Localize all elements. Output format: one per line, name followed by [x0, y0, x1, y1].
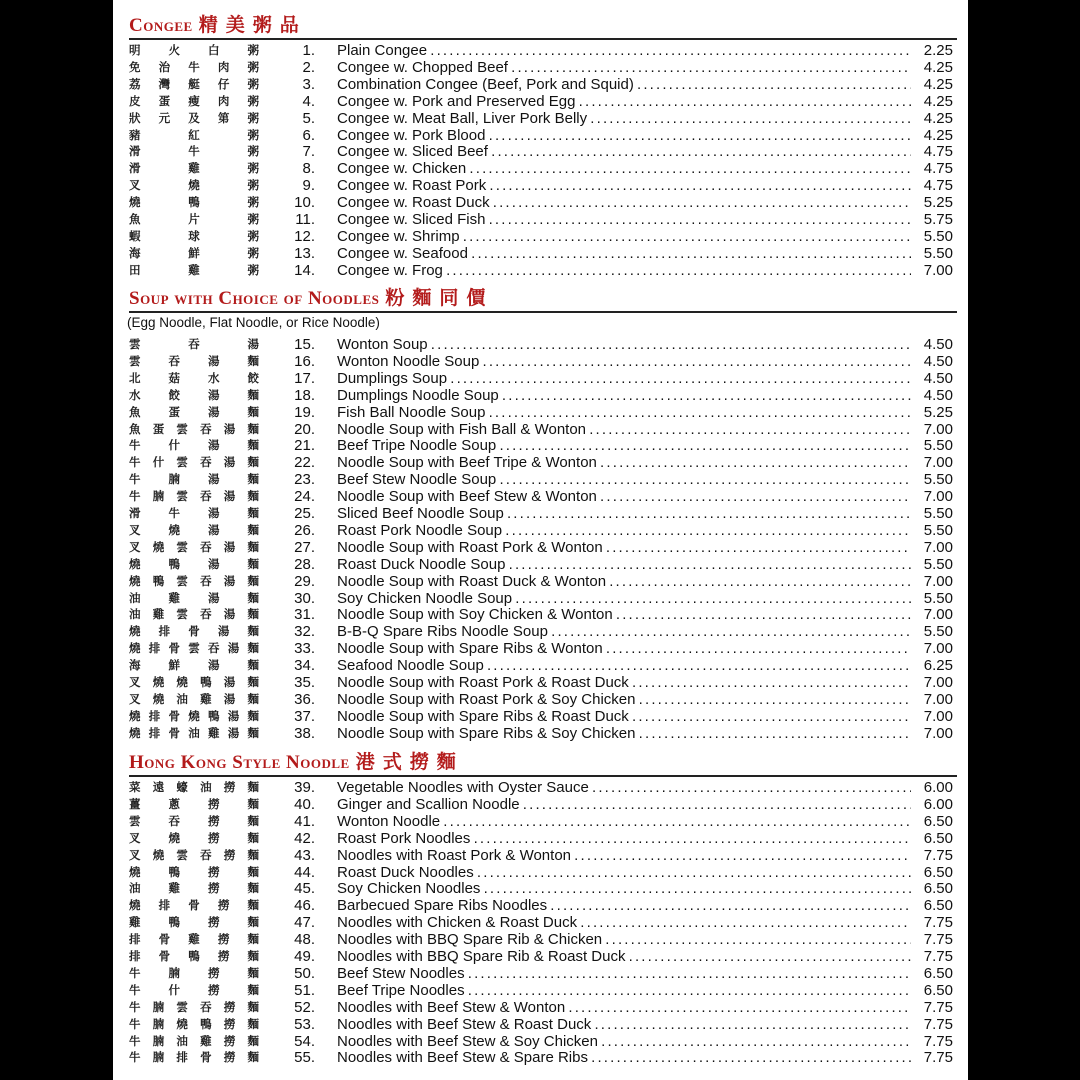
item-number: 36.	[294, 690, 315, 708]
item-price: 7.00	[923, 454, 953, 472]
item-name: Plain Congee . . .	[337, 42, 911, 59]
item-number: 4.	[302, 92, 315, 110]
item-name: Noodles with BBQ Spare Rib & Chicken . . .	[337, 931, 911, 948]
item-price: 6.25	[923, 657, 953, 675]
item-name: Congee w. Chicken . . .	[337, 160, 911, 177]
item-name: Noodle Soup with Spare Ribs & Roast Duck . . .	[337, 708, 911, 725]
soup-section-header	[129, 281, 957, 313]
item-name: Roast Pork Noodles . . .	[337, 830, 911, 847]
item-price: 5.75	[923, 211, 953, 228]
item-chinese-name: 雲 吞 湯 麵	[129, 353, 259, 368]
item-name: Combination Congee (Beef, Pork and Squid) . . .	[337, 76, 911, 93]
item-name: Dumplings Noodle Soup . . .	[337, 387, 911, 404]
item-chinese-name: 滑 牛 湯 麵	[129, 506, 259, 520]
item-chinese-name: 燒 排 骨 油 雞 湯 麵	[129, 725, 259, 740]
item-price: 6.50	[923, 812, 953, 830]
item-price: 4.50	[923, 336, 953, 353]
item-number: 50.	[294, 964, 315, 982]
item-number: 15.	[294, 336, 315, 353]
menu-item	[129, 127, 953, 144]
item-number: 49.	[294, 948, 315, 965]
item-price: 4.75	[923, 177, 953, 195]
section-title-cn: 精美粥品	[198, 15, 307, 36]
item-name: Seafood Noodle Soup . . .	[337, 657, 911, 674]
item-price: 4.25	[923, 109, 953, 127]
item-price: 5.50	[923, 623, 953, 641]
item-chinese-name: 雲 吞 湯	[129, 337, 259, 351]
item-number: 27.	[294, 538, 315, 556]
item-number: 19.	[294, 403, 315, 421]
menu-item	[129, 245, 953, 262]
item-number: 34.	[294, 657, 315, 675]
item-name: Congee w. Sliced Fish . . .	[337, 211, 911, 228]
menu-item	[129, 965, 953, 982]
item-name: Wonton Soup . . .	[337, 336, 911, 353]
section-title-cn: 港式撈麵	[355, 752, 464, 773]
item-price: 4.25	[923, 126, 953, 144]
item-number: 31.	[294, 606, 315, 624]
hongkong-section-header	[129, 745, 957, 777]
menu-item	[129, 404, 953, 421]
item-number: 44.	[294, 863, 315, 881]
item-price: 4.75	[923, 143, 953, 161]
item-price: 5.50	[923, 227, 953, 245]
item-price: 7.00	[923, 488, 953, 506]
menu-item	[129, 454, 953, 471]
menu-item	[129, 813, 953, 830]
item-chinese-name: 牛 腩 撈 麵	[129, 965, 259, 980]
menu-item	[129, 573, 953, 590]
item-number: 42.	[294, 829, 315, 847]
menu-item	[129, 93, 953, 110]
menu-item	[129, 606, 953, 623]
menu-item	[129, 796, 953, 813]
item-price: 6.50	[923, 863, 953, 881]
item-number: 54.	[294, 1032, 315, 1050]
menu-item	[129, 674, 953, 691]
menu-item	[129, 691, 953, 708]
item-name: Noodles with Beef Stew & Roast Duck . . .	[337, 1016, 911, 1033]
menu-item	[129, 353, 953, 370]
item-chinese-name: 牛 腩 油 雞 撈 麵	[129, 1033, 259, 1048]
menu-item	[129, 897, 953, 914]
item-name: Beef Stew Noodles . . .	[337, 965, 911, 982]
menu-item	[129, 228, 953, 245]
item-chinese-name: 油 雞 雲 吞 湯 麵	[129, 607, 259, 622]
item-chinese-name: 叉 燒 油 雞 湯 麵	[129, 691, 259, 706]
item-number: 45.	[294, 880, 315, 898]
item-number: 24.	[294, 488, 315, 506]
item-price: 5.50	[923, 521, 953, 539]
section-title-en: Congee	[129, 15, 193, 36]
menu-item	[129, 488, 953, 505]
item-number: 14.	[294, 261, 315, 279]
item-name: Noodle Soup with Roast Pork & Soy Chicken . . .	[337, 691, 911, 708]
item-number: 21.	[294, 437, 315, 455]
item-price: 5.50	[923, 437, 953, 455]
item-number: 23.	[294, 471, 315, 489]
menu-item	[129, 864, 953, 881]
item-name: Soy Chicken Noodle Soup . . .	[337, 590, 911, 607]
item-price: 5.50	[923, 244, 953, 262]
item-chinese-name: 燒 鴨 撈 麵	[129, 864, 259, 879]
item-number: 39.	[294, 779, 315, 796]
menu-item	[129, 590, 953, 607]
item-name: Beef Tripe Noodles . . .	[337, 982, 911, 999]
menu-item	[129, 914, 953, 931]
item-number: 33.	[294, 640, 315, 658]
menu-item	[129, 1033, 953, 1050]
item-chinese-name: 薑 蔥 撈 麵	[129, 796, 259, 811]
item-number: 48.	[294, 931, 315, 949]
item-chinese-name: 牛 什 撈 麵	[129, 982, 259, 997]
menu-item	[129, 779, 953, 796]
menu-item	[129, 177, 953, 194]
item-number: 12.	[294, 227, 315, 245]
item-price: 4.25	[923, 92, 953, 110]
item-name: Noodles with Roast Pork & Wonton . . .	[337, 847, 911, 864]
item-name: Noodle Soup with Beef Tripe & Wonton . . .	[337, 454, 911, 471]
menu-item	[129, 387, 953, 404]
item-chinese-name: 滑 雞 粥	[129, 161, 259, 176]
item-price: 7.75	[923, 948, 953, 965]
menu-item	[129, 931, 953, 948]
section-divider	[129, 775, 957, 777]
item-name: Congee w. Pork and Preserved Egg . . .	[337, 93, 911, 110]
item-chinese-name: 牛 腩 雲 吞 湯 麵	[129, 489, 259, 504]
item-chinese-name: 牛 腩 雲 吞 撈 麵	[129, 999, 259, 1014]
item-name: Noodles with Beef Stew & Spare Ribs . . .	[337, 1049, 911, 1066]
item-number: 52.	[294, 998, 315, 1016]
item-number: 25.	[294, 505, 315, 522]
item-number: 3.	[302, 75, 315, 93]
menu-item	[129, 336, 953, 353]
item-name: Congee w. Sliced Beef . . .	[337, 143, 911, 160]
item-price: 6.50	[923, 964, 953, 982]
menu-item	[129, 160, 953, 177]
item-chinese-name: 免 治 牛 肉 粥	[129, 59, 259, 74]
section-title-cn: 粉麵同價	[385, 288, 494, 309]
item-name: Fish Ball Noodle Soup . . .	[337, 404, 911, 421]
item-name: Noodle Soup with Roast Duck & Wonton . . .	[337, 573, 911, 590]
item-chinese-name: 田 雞 粥	[129, 262, 259, 277]
item-chinese-name: 叉 燒 湯 麵	[129, 522, 259, 537]
item-chinese-name: 燒 排 骨 燒 鴨 湯 麵	[129, 708, 259, 723]
item-chinese-name: 燒 鴨 湯 麵	[129, 556, 259, 571]
item-number: 22.	[294, 454, 315, 472]
item-number: 13.	[294, 244, 315, 262]
item-chinese-name: 魚 蛋 湯 麵	[129, 404, 259, 419]
item-chinese-name: 叉 燒 燒 鴨 湯 麵	[129, 675, 259, 689]
menu-item	[129, 830, 953, 847]
item-chinese-name: 菜 遠 蠔 油 撈 麵	[129, 780, 259, 794]
item-name: Roast Duck Noodle Soup . . .	[337, 556, 911, 573]
item-number: 47.	[294, 914, 315, 932]
item-name: Soy Chicken Noodles . . .	[337, 880, 911, 897]
item-price: 7.75	[923, 914, 953, 932]
item-chinese-name: 油 雞 湯 麵	[129, 590, 259, 605]
item-price: 7.00	[923, 724, 953, 742]
item-chinese-name: 油 雞 撈 麵	[129, 881, 259, 896]
item-name: Congee w. Roast Duck . . .	[337, 194, 911, 211]
item-chinese-name: 魚 片 粥	[129, 212, 259, 226]
item-chinese-name: 皮 蛋 瘦 肉 粥	[129, 93, 259, 108]
menu-item	[129, 708, 953, 725]
item-price: 7.00	[923, 572, 953, 590]
item-chinese-name: 排 骨 雞 撈 麵	[129, 932, 259, 947]
item-name: Congee w. Pork Blood . . .	[337, 127, 911, 144]
menu-item	[129, 471, 953, 488]
item-number: 1.	[302, 42, 315, 59]
item-price: 7.00	[923, 640, 953, 658]
item-number: 6.	[302, 126, 315, 144]
item-name: Noodle Soup with Beef Stew & Wonton . . .	[337, 488, 911, 505]
section-title	[129, 283, 493, 310]
menu-item	[129, 505, 953, 522]
item-price: 4.25	[923, 58, 953, 76]
menu-item	[129, 211, 953, 228]
item-price: 7.75	[923, 1032, 953, 1050]
item-price: 6.50	[923, 880, 953, 898]
item-number: 46.	[294, 897, 315, 915]
item-chinese-name: 燒 鴨 粥	[129, 195, 259, 210]
menu-item	[129, 421, 953, 438]
item-name: Congee w. Shrimp . . .	[337, 228, 911, 245]
noodle-choice-note: (Egg Noodle, Flat Noodle, or Rice Noodle)	[127, 315, 380, 330]
item-name: Noodles with Chicken & Roast Duck . . .	[337, 914, 911, 931]
item-number: 16.	[294, 352, 315, 370]
item-chinese-name: 魚 蛋 雲 吞 湯 麵	[129, 421, 259, 436]
item-chinese-name: 牛 什 湯 麵	[129, 438, 259, 453]
item-name: Wonton Noodle Soup . . .	[337, 353, 911, 370]
item-price: 7.75	[923, 846, 953, 864]
item-price: 4.75	[923, 160, 953, 178]
item-price: 6.00	[923, 795, 953, 813]
menu-item	[129, 262, 953, 279]
item-name: Roast Pork Noodle Soup . . .	[337, 522, 911, 539]
item-chinese-name: 雲 吞 撈 麵	[129, 813, 259, 828]
menu-item	[129, 847, 953, 864]
item-number: 10.	[294, 194, 315, 212]
item-chinese-name: 排 骨 鴨 撈 麵	[129, 949, 259, 963]
menu-item	[129, 59, 953, 76]
menu-item	[129, 880, 953, 897]
menu-item	[129, 623, 953, 640]
item-chinese-name: 海 鮮 湯 麵	[129, 658, 259, 673]
item-price: 5.50	[923, 471, 953, 489]
item-number: 32.	[294, 623, 315, 641]
item-number: 20.	[294, 420, 315, 438]
item-number: 41.	[294, 812, 315, 830]
item-name: Congee w. Meat Ball, Liver Pork Belly . . .	[337, 110, 911, 127]
congee-section-header	[129, 8, 957, 40]
item-chinese-name: 雞 鴨 撈 麵	[129, 915, 259, 930]
menu-item	[129, 370, 953, 387]
item-price: 7.75	[923, 1049, 953, 1067]
item-name: Noodle Soup with Fish Ball & Wonton . . .	[337, 421, 911, 438]
item-name: Congee w. Seafood . . .	[337, 245, 911, 262]
item-number: 55.	[294, 1049, 315, 1067]
item-number: 37.	[294, 707, 315, 725]
item-number: 11.	[295, 211, 315, 228]
item-price: 6.50	[923, 829, 953, 847]
item-chinese-name: 荔 灣 艇 仔 粥	[129, 76, 259, 91]
item-name: Congee w. Roast Pork . . .	[337, 177, 911, 194]
item-number: 53.	[294, 1015, 315, 1033]
item-price: 7.00	[923, 690, 953, 708]
item-name: Beef Tripe Noodle Soup . . .	[337, 437, 911, 454]
item-number: 30.	[294, 589, 315, 607]
item-number: 40.	[294, 795, 315, 813]
item-name: Noodles with Beef Stew & Soy Chicken . . .	[337, 1033, 911, 1050]
item-name: Ginger and Scallion Noodle . . .	[337, 796, 911, 813]
menu-item	[129, 437, 953, 454]
item-chinese-name: 牛 腩 湯 麵	[129, 472, 259, 487]
item-price: 5.25	[923, 403, 953, 421]
item-name: B-B-Q Spare Ribs Noodle Soup . . .	[337, 623, 911, 640]
item-chinese-name: 牛 腩 燒 鴨 撈 麵	[129, 1016, 259, 1031]
item-price: 6.00	[923, 779, 953, 796]
item-number: 28.	[294, 555, 315, 573]
menu-item	[129, 143, 953, 160]
section-title-en: Hong Kong Style Noodle	[129, 752, 350, 773]
item-chinese-name: 牛 什 雲 吞 湯 麵	[129, 455, 259, 470]
menu-item	[129, 76, 953, 93]
item-number: 51.	[294, 981, 315, 999]
item-chinese-name: 牛 腩 排 骨 撈 麵	[129, 1050, 259, 1065]
item-number: 38.	[294, 724, 315, 742]
item-price: 4.50	[923, 369, 953, 387]
item-name: Noodle Soup with Soy Chicken & Wonton . . .	[337, 606, 911, 623]
item-number: 8.	[302, 160, 315, 178]
item-price: 4.25	[923, 75, 953, 93]
item-name: Congee w. Chopped Beef . . .	[337, 59, 911, 76]
item-number: 2.	[302, 58, 315, 76]
item-chinese-name: 狀 元 及 第 粥	[129, 110, 259, 125]
item-price: 7.75	[923, 931, 953, 949]
item-name: Congee w. Frog . . .	[337, 262, 911, 279]
menu-page	[113, 0, 968, 1080]
menu-item	[129, 556, 953, 573]
item-chinese-name: 燒 鴨 雲 吞 湯 麵	[129, 573, 259, 588]
item-price: 5.50	[923, 589, 953, 607]
item-number: 43.	[294, 846, 315, 864]
item-price: 7.75	[923, 998, 953, 1016]
item-chinese-name: 叉 燒 粥	[129, 178, 259, 193]
item-chinese-name: 燒 排 骨 湯 麵	[129, 624, 259, 639]
item-name: Noodle Soup with Roast Pork & Roast Duck . . .	[337, 674, 911, 691]
item-price: 5.50	[923, 555, 953, 573]
item-number: 35.	[294, 674, 315, 691]
item-name: Noodle Soup with Spare Ribs & Wonton . . .	[337, 640, 911, 657]
item-name: Sliced Beef Noodle Soup . . .	[337, 505, 911, 522]
item-name: Roast Duck Noodles . . .	[337, 864, 911, 881]
section-divider	[129, 311, 957, 313]
item-price: 4.50	[923, 386, 953, 404]
item-number: 17.	[294, 369, 315, 387]
item-price: 7.00	[923, 538, 953, 556]
item-name: Noodle Soup with Roast Pork & Wonton . . .	[337, 539, 911, 556]
item-chinese-name: 豬 紅 粥	[129, 127, 259, 142]
menu-item	[129, 948, 953, 965]
item-price: 7.00	[923, 420, 953, 438]
menu-item	[129, 110, 953, 127]
item-price: 6.50	[923, 897, 953, 915]
menu-item	[129, 539, 953, 556]
menu-item	[129, 999, 953, 1016]
item-price: 7.00	[923, 606, 953, 624]
section-title	[129, 747, 464, 774]
item-chinese-name: 叉 燒 撈 麵	[129, 830, 259, 845]
item-name: Noodles with Beef Stew & Wonton . . .	[337, 999, 911, 1016]
item-price: 7.75	[923, 1015, 953, 1033]
item-chinese-name: 海 鮮 粥	[129, 245, 259, 260]
item-chinese-name: 叉 燒 雲 吞 撈 麵	[129, 847, 259, 862]
item-chinese-name: 燒 排 骨 撈 麵	[129, 898, 259, 913]
item-price: 7.00	[923, 261, 953, 279]
item-price: 2.25	[923, 42, 953, 59]
section-title	[129, 10, 307, 37]
item-chinese-name: 北 菇 水 餃	[129, 370, 259, 385]
item-chinese-name: 蝦 球 粥	[129, 228, 259, 243]
item-chinese-name: 叉 燒 雲 吞 湯 麵	[129, 539, 259, 554]
menu-item	[129, 982, 953, 999]
item-price: 7.00	[923, 707, 953, 725]
item-number: 5.	[302, 109, 315, 127]
item-price: 5.25	[923, 194, 953, 212]
item-price: 4.50	[923, 352, 953, 370]
menu-item	[129, 42, 953, 59]
item-chinese-name: 燒 排 骨 雲 吞 湯 麵	[129, 641, 259, 656]
item-number: 29.	[294, 572, 315, 590]
item-chinese-name: 明 火 白 粥	[129, 43, 259, 57]
item-name: Vegetable Noodles with Oyster Sauce . . .	[337, 779, 911, 796]
item-name: Barbecued Spare Ribs Noodles . . .	[337, 897, 911, 914]
item-chinese-name: 滑 牛 粥	[129, 144, 259, 159]
item-name: Beef Stew Noodle Soup . . .	[337, 471, 911, 488]
item-name: Dumplings Soup . . .	[337, 370, 911, 387]
item-number: 18.	[294, 386, 315, 404]
menu-item	[129, 657, 953, 674]
item-name: Noodles with BBQ Spare Rib & Roast Duck . . .	[337, 948, 911, 965]
menu-item	[129, 194, 953, 211]
section-title-en: Soup with Choice of Noodles	[129, 288, 380, 309]
menu-item	[129, 522, 953, 539]
item-number: 26.	[294, 521, 315, 539]
item-number: 9.	[302, 177, 315, 195]
section-divider	[129, 38, 957, 40]
item-price: 5.50	[923, 505, 953, 522]
item-name: Wonton Noodle . . .	[337, 813, 911, 830]
menu-item	[129, 640, 953, 657]
menu-item	[129, 725, 953, 742]
menu-item	[129, 1016, 953, 1033]
item-number: 7.	[302, 143, 315, 161]
item-price: 7.00	[923, 674, 953, 691]
item-price: 6.50	[923, 981, 953, 999]
menu-item	[129, 1049, 953, 1066]
item-chinese-name: 水 餃 湯 麵	[129, 387, 259, 402]
item-name: Noodle Soup with Spare Ribs & Soy Chicken . . .	[337, 725, 911, 742]
